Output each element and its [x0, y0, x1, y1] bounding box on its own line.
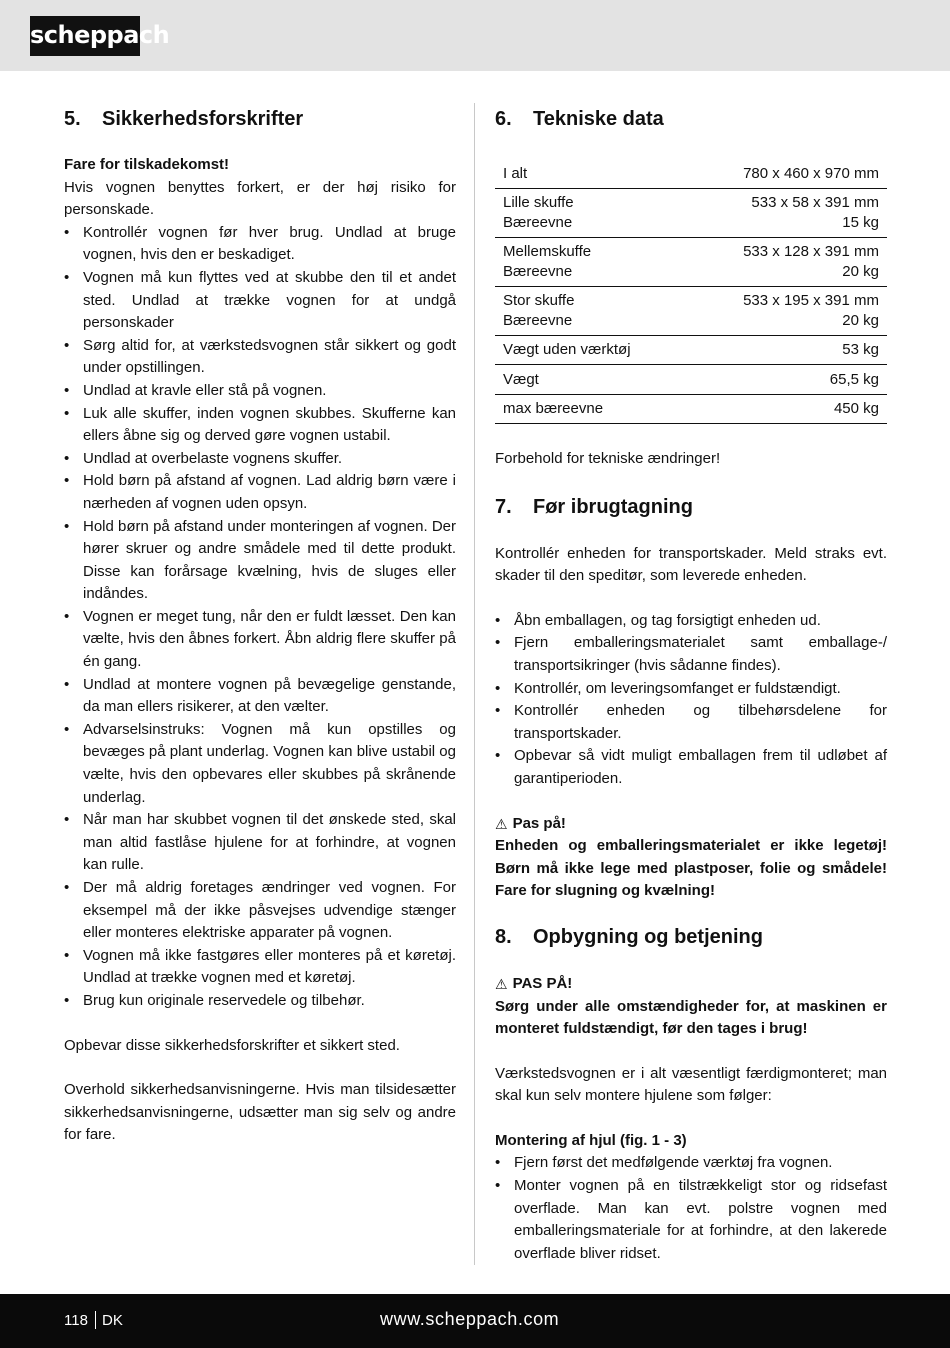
table-row: [495, 365, 887, 395]
warning-triangle-icon: ⚠: [495, 975, 508, 992]
row-label: Vægt uden værktøj: [503, 341, 631, 358]
section-title: Opbygning og betjening: [533, 925, 763, 948]
row-value: 533 x 128 x 391 mm 20 kg: [743, 243, 879, 280]
right-column: [495, 105, 887, 1265]
intro-text: Værkstedsvognen er i alt væsentligt færdigmonteret; man skal kun selv montere hjulene som følger:: [495, 1064, 887, 1105]
row-value: 53 kg: [842, 341, 879, 358]
table-row: [495, 286, 887, 335]
list-item: • Luk alle skuffer, inden vognen skubbes. Skufferne kan ellers åbne sig og derved gøre vognen ustabil.: [64, 403, 456, 448]
section-6-heading: [495, 105, 887, 133]
table-row: [495, 394, 887, 424]
tech-data-table: [495, 159, 887, 424]
prep-list: [495, 610, 887, 791]
list-item: • Undlad at overbelaste vognens skuffer.: [64, 448, 456, 471]
intro-text: Hvis vognen benyttes forkert, er der høj risiko for personskade.: [64, 178, 456, 219]
closing-text: Overhold sikkerhedsanvisningerne. Hvis man tilsidesætter sikkerhedsanvisningerne, udsætter man sig selv og andre for fare.: [64, 1081, 456, 1144]
list-item: • Vognen er meget tung, når den er fuldt læsset. Den kan vælte, hvis den åbnes forkert. Åbn aldrig flere skuffer på én gang.: [64, 606, 456, 674]
list-item: • Undlad at montere vognen på bevægelige genstande, da man ellers risikerer, at den vælter.: [64, 674, 456, 719]
warning-triangle-icon: ⚠: [495, 815, 508, 832]
page-number: 118: [64, 1312, 88, 1329]
row-value: 450 kg: [833, 400, 879, 417]
section-title: Tekniske data: [533, 108, 664, 130]
tech-note: Forbehold for tekniske ændringer!: [495, 450, 721, 467]
subheading: Montering af hjul (fig. 1 - 3): [495, 1131, 687, 1149]
row-label: I alt: [503, 164, 528, 182]
section-title: Før ibrugtagning: [533, 495, 693, 518]
warning-text: Enheden og emballeringsmaterialet er ikke legetøj! Børn må ikke lege med plastposer, folie og smådele! Fare for slugning og kvælning!: [495, 837, 887, 900]
list-item: • Monter vognen på en tilstrækkeligt stor og ridsefast overflade. Man kan evt. polstre vognen med emballeringsmateriale for at forhindre, at den lakerede overflade bliver ridset.: [495, 1175, 887, 1265]
closing-text: Opbevar disse sikkerhedsforskrifter et sikkert sted.: [64, 1036, 400, 1054]
list-item: • Vognen må kun flyttes ved at skubbe den til et andet sted. Undlad at trække vognen for at undgå personskader: [64, 267, 456, 335]
table-row: [495, 159, 887, 188]
list-item: • Når man har skubbet vognen til det ønskede sted, skal man altid fastlåse hjulene for at forhindre, at vognen kan rulle.: [64, 809, 456, 877]
row-label: max bæreevne: [503, 400, 604, 417]
section-8-heading: [495, 923, 887, 951]
section-5-heading: [64, 105, 456, 133]
left-column: [64, 105, 456, 1147]
section-number: 8.: [495, 925, 512, 948]
row-value: 780 x 460 x 970 mm: [743, 164, 879, 182]
list-item: • Brug kun originale reservedele og tilbehør.: [64, 990, 456, 1013]
table-row: [495, 335, 887, 365]
scheppach-logo: scheppach: [30, 16, 140, 56]
list-item: • Sørg altid for, at værkstedsvognen står sikkert og godt under opstillingen.: [64, 335, 456, 380]
column-divider: [474, 103, 475, 1265]
warning-heading: [495, 973, 887, 996]
header-bar: [0, 0, 950, 71]
row-value: 533 x 195 x 391 mm 20 kg: [743, 292, 879, 329]
section-number: 6.: [495, 108, 512, 130]
footer-bar: [0, 1294, 950, 1348]
website-url[interactable]: www.scheppach.com: [380, 1309, 560, 1329]
list-item: • Hold børn på afstand af vognen. Lad aldrig børn være i nærheden af vognen uden opsyn.: [64, 470, 456, 515]
assembly-list: [495, 1152, 887, 1265]
warning-text: Sørg under alle omstændigheder for, at maskinen er monteret fuldstændigt, før den tages i brug!: [495, 997, 887, 1038]
row-value: 65,5 kg: [829, 370, 879, 388]
list-item: • Kontrollér vognen før hver brug. Undlad at bruge vognen, hvis den er beskadiget.: [64, 222, 456, 267]
warning-title: PAS PÅ!: [512, 974, 573, 992]
table-row: [495, 188, 887, 237]
row-value: 533 x 58 x 391 mm 15 kg: [751, 194, 879, 231]
list-item: • Fjern emballeringsmaterialet samt emballage-/ transportsikringer (hvis sådanne findes).: [495, 632, 887, 677]
section-title: Sikkerhedsforskrifter: [102, 108, 304, 130]
row-label: Lille skuffe Bæreevne: [503, 194, 574, 231]
row-label: Mellemskuffe Bæreevne: [503, 243, 592, 280]
safety-list: [64, 222, 456, 1013]
list-item: • Kontrollér, om leveringsomfanget er fuldstændigt.: [495, 678, 887, 701]
list-item: • Hold børn på afstand under monteringen af vognen. Der hører skruer og andre smådele med til dette produkt. Disse kan forårsage kvælning, hvis de sluges eller indåndes.: [64, 516, 456, 606]
row-label: Vægt: [503, 370, 539, 388]
section-number: 5.: [64, 108, 81, 130]
warning-heading: [495, 813, 887, 836]
footer-separator: [95, 1311, 96, 1329]
section-7-heading: [495, 493, 887, 521]
list-item: • Åbn emballagen, og tag forsigtigt enheden ud.: [495, 610, 887, 633]
list-item: • Der må aldrig foretages ændringer ved vognen. For eksempel må der ikke påsvejses udvendige stænger eller monteres elektriske apparater på vognen.: [64, 877, 456, 945]
list-item: • Advarselsinstruks: Vognen må kun opstilles og bevæges på plant underlag. Vognen kan blive ustabil og vælte, hvis den opbevares eller skubbes på skrånende underlag.: [64, 719, 456, 809]
table-row: [495, 237, 887, 286]
intro-text: Kontrollér enheden for transportskader. Meld straks evt. skader til den speditør, som leverede enheden.: [495, 544, 887, 585]
list-item: • Undlad at kravle eller stå på vognen.: [64, 380, 456, 403]
list-item: • Fjern først det medfølgende værktøj fra vognen.: [495, 1152, 887, 1175]
danger-title: Fare for tilskadekomst!: [64, 156, 230, 173]
list-item: • Kontrollér enheden og tilbehørsdelene for transportskader.: [495, 700, 887, 745]
list-item: • Opbevar så vidt muligt emballagen frem til udløbet af garantiperioden.: [495, 745, 887, 790]
list-item: • Vognen må ikke fastgøres eller monteres på et køretøj. Undlad at trække vognen med et køretøj.: [64, 945, 456, 990]
row-label: Stor skuffe Bæreevne: [503, 292, 575, 329]
section-number: 7.: [495, 495, 512, 518]
warning-title: Pas på!: [512, 814, 566, 832]
language-code: DK: [102, 1312, 123, 1329]
